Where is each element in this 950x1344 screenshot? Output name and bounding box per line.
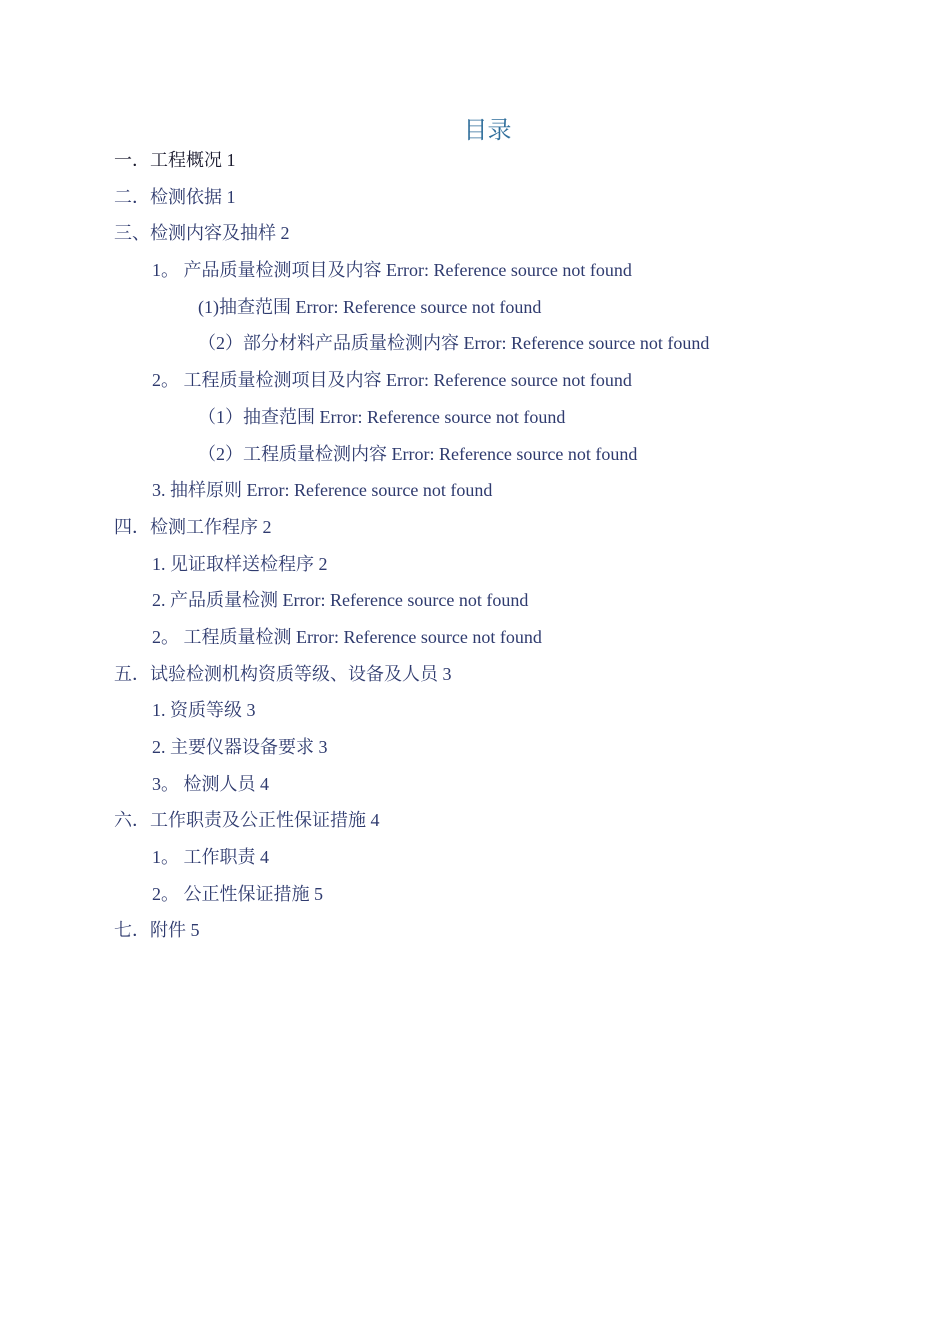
toc-entry[interactable]: 3。 检测人员 4 — [152, 773, 269, 794]
toc-entry[interactable]: 1. 资质等级 3 — [152, 700, 256, 721]
toc-entry[interactable]: 1。 产品质量检测项目及内容 Error: Reference source not found — [152, 260, 632, 281]
toc-entry[interactable]: 2. 主要仪器设备要求 3 — [152, 737, 328, 757]
toc-entry[interactable]: 五．试验检测机构资质等级、设备及人员 3 — [114, 663, 452, 684]
toc-entry[interactable]: 2。 工程质量检测项目及内容 Error: Reference source not found — [152, 370, 632, 391]
toc-entry[interactable]: 3. 抽样原则 Error: Reference source not found — [152, 480, 493, 501]
toc-entry[interactable]: 1. 见证取样送检程序 2 — [152, 553, 328, 574]
toc-entry[interactable]: 一．工程概况 1 — [114, 150, 236, 170]
toc-entry[interactable]: (1)抽查范围 Error: Reference source not found — [198, 296, 542, 317]
toc-entry[interactable]: （2）部分材料产品质量检测内容 Error: Reference source not found — [198, 333, 710, 354]
toc-entry[interactable]: 2。 工程质量检测 Error: Reference source not found — [152, 626, 542, 647]
toc-entry[interactable]: 二．检测依据 1 — [114, 186, 236, 207]
toc-entry[interactable]: （1）抽查范围 Error: Reference source not found — [198, 406, 566, 427]
toc-entry[interactable]: 1。 工作职责 4 — [152, 847, 269, 868]
toc-list — [114, 142, 894, 949]
toc-entry[interactable]: 七．附件 5 — [114, 920, 200, 941]
toc-entry[interactable]: 六．工作职责及公正性保证措施 4 — [114, 810, 380, 831]
toc-title: 目录 — [463, 118, 512, 144]
toc-entry[interactable]: 2。 公正性保证措施 5 — [152, 883, 323, 904]
toc-entry[interactable]: 三、检测内容及抽样 2 — [114, 223, 290, 244]
toc-entry[interactable]: （2）工程质量检测内容 Error: Reference source not found — [198, 443, 638, 464]
toc-entry[interactable]: 2. 产品质量检测 Error: Reference source not found — [152, 590, 529, 611]
toc-entry[interactable]: 四．检测工作程序 2 — [114, 516, 272, 537]
